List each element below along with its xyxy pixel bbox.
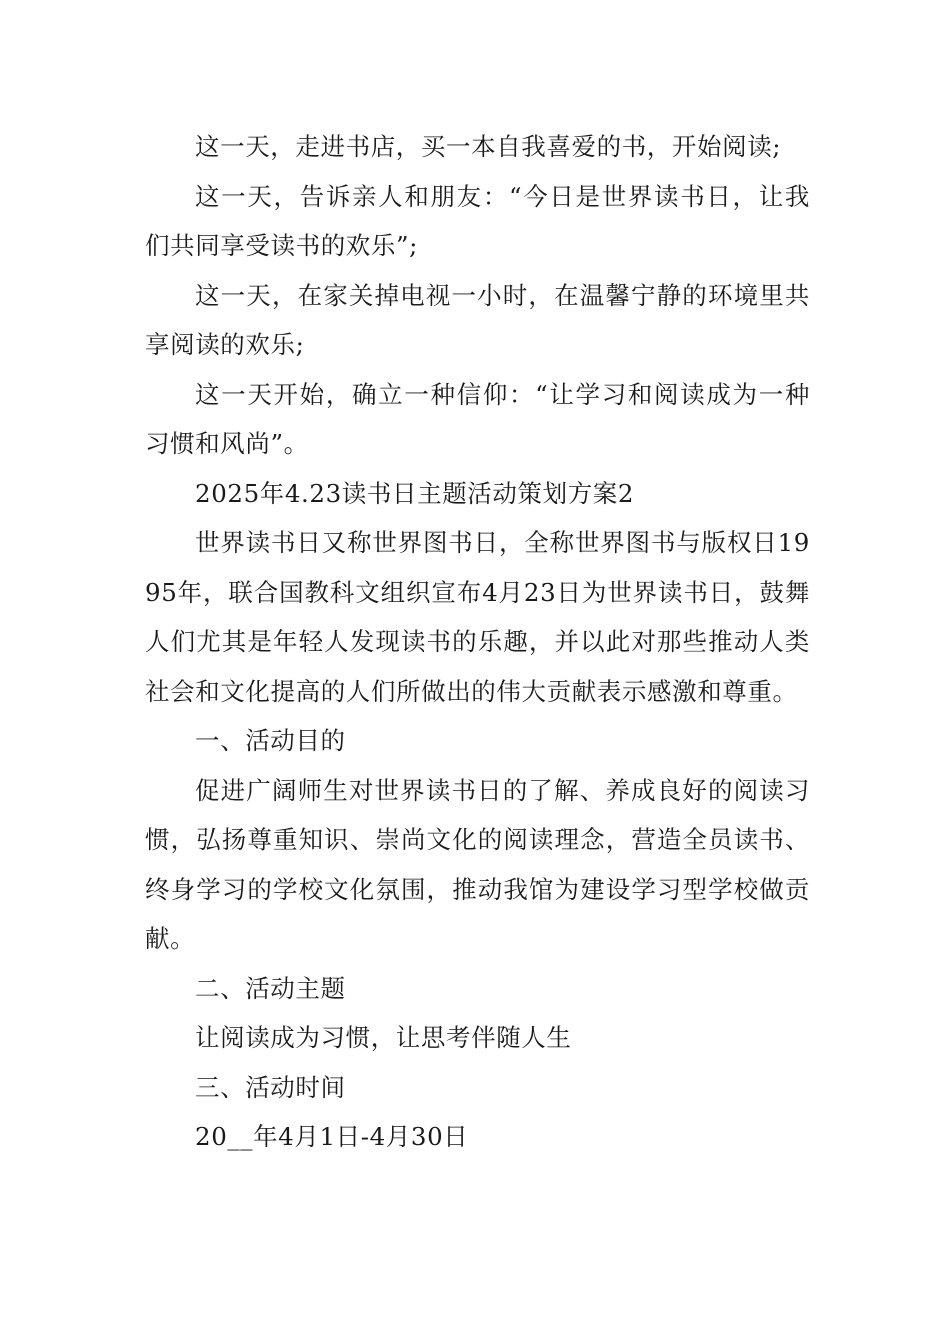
document-body: [145, 122, 810, 1162]
heading-activity-theme: 二、活动主题: [195, 973, 346, 1003]
paragraph-reading-day-bookstore: 这一天，走进书店，买一本自我喜爱的书，开始阅读;: [195, 132, 782, 161]
paragraph-reading-day-tv-off: 这一天，在家关掉电视一小时，在温馨宁静的环境里共享阅读的欢乐;: [145, 280, 810, 359]
paragraph-reading-day-belief: 这一天开始，确立一种信仰：“让学习和阅读成为一种习惯和风尚”。: [145, 379, 810, 458]
paragraph-activity-time: 20__年4月1日-4月30日: [195, 1122, 469, 1151]
paragraph-reading-day-tell-friends: 这一天，告诉亲人和朋友：“今日是世界读书日，让我们共同享受读书的欢乐”;: [145, 181, 810, 260]
heading-activity-purpose: 一、活动目的: [195, 726, 346, 755]
heading-activity-time: 三、活动时间: [195, 1072, 346, 1102]
paragraph-activity-purpose: 促进广阔师生对世界读书日的了解、养成良好的阅读习惯，弘扬尊重知识、崇尚文化的阅读理念，营造全员读书、终身学习的学校文化氛围，推动我馆为建设学习型学校做贡献。: [145, 775, 810, 953]
paragraph-world-book-day-intro: 世界读书日又称世界图书日，全称世界图书与版权日1995年，联合国教科文组织宣布4月23日为世界读书日，鼓舞人们尤其是年轻人发现读书的乐趣，并以此对那些推动人类社会和文化提高的人们所做出的伟大贡献表示感激和尊重。: [145, 528, 810, 706]
paragraph-activity-theme: 让阅读成为习惯，让思考伴随人生: [195, 1023, 572, 1052]
section-title-plan-2: 2025年4.23读书日主题活动策划方案2: [195, 478, 635, 508]
